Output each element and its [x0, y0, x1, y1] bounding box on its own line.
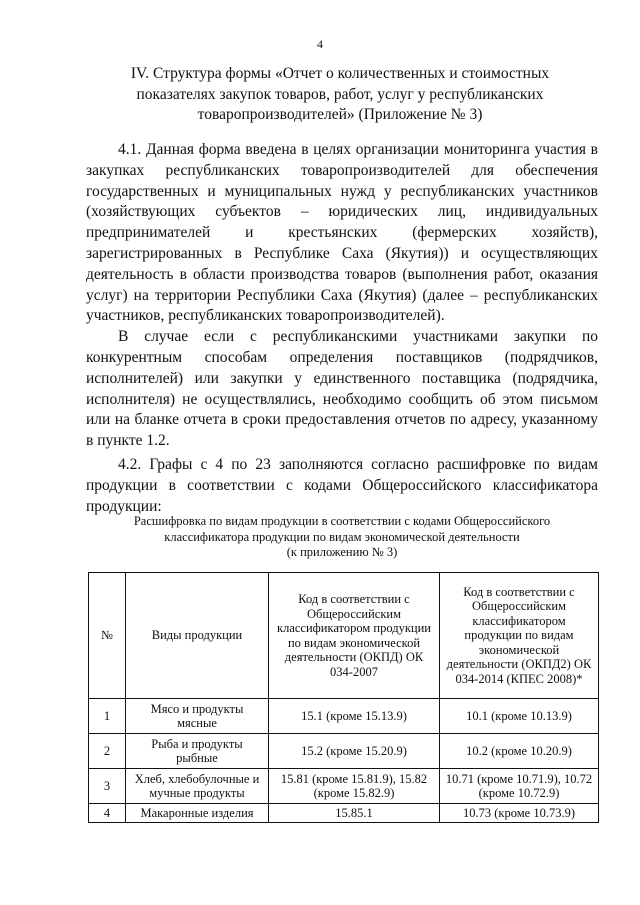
cell-okpd: 15.1 (кроме 15.13.9)	[269, 699, 440, 734]
table-row	[89, 734, 599, 769]
cell-kind: Хлеб, хлебобулочные и мучные продукты	[126, 769, 269, 804]
cell-kind: Рыба и продукты рыбные	[126, 734, 269, 769]
table-caption	[86, 514, 598, 561]
cell-num: 1	[89, 699, 126, 734]
paragraph-4-1: 4.1. Данная форма введена в целях организации мониторинга участия в закупках республиканских товаропроизводителей для обеспечения государственных и муниципальных нужд у республиканских участников (хозяйствующих субъектов – юридических лиц, индивидуальных предпринимателей и крестьянских (фермерских хозяйств), зарегистрированных в Республике Саха (Якутия)) и осуществляющих деятельность в области производства товаров (выполнения работ, оказания услуг) на территории Республики Саха (Якутия) (далее – республиканских участников, республиканских товаропроизводителей).	[86, 141, 598, 325]
table-header-row	[89, 573, 599, 699]
section-title	[80, 64, 600, 126]
table-caption-line: Расшифровка по видам продукции в соответствии с кодами Общероссийского	[133, 514, 551, 528]
cell-okpd2: 10.71 (кроме 10.71.9), 10.72 (кроме 10.72.9)	[440, 769, 599, 804]
cell-num: 3	[89, 769, 126, 804]
cell-okpd2: 10.1 (кроме 10.13.9)	[440, 699, 599, 734]
cell-okpd: 15.85.1	[269, 804, 440, 823]
paragraph-4-2: 4.2. Графы с 4 по 23 заполняются согласно расшифровке по видам продукции в соответствии с кодами Общероссийского классификатора продукции:	[86, 455, 598, 515]
cell-num: 2	[89, 734, 126, 769]
product-codes-table	[88, 572, 599, 823]
header-okpd: Код в соответствии с Общероссийским классификатором продукции по видам экономической деятельности (ОКПД) ОК 034-2007	[269, 573, 440, 699]
table-row	[89, 804, 599, 823]
cell-okpd: 15.2 (кроме 15.20.9)	[269, 734, 440, 769]
cell-num: 4	[89, 804, 126, 823]
cell-okpd: 15.81 (кроме 15.81.9), 15.82 (кроме 15.82.9)	[269, 769, 440, 804]
section-title-line: IV. Структура формы «Отчет о количественных и стоимостных	[130, 65, 550, 82]
table-caption-line: классификатора продукции по видам экономической деятельности	[164, 529, 520, 544]
section-title-line: показателях закупок товаров, работ, услуг у республиканских	[136, 85, 544, 103]
table-row	[89, 699, 599, 734]
section-title-line: товаропроизводителей» (Приложение № 3)	[197, 106, 483, 123]
page-number: 4	[317, 37, 323, 51]
header-okpd2: Код в соответствии с Общероссийским классификатором продукции по видам экономической деятельности (ОКПД2) ОК 034-2014 (КПЕС 2008)*	[440, 573, 599, 699]
cell-okpd2: 10.2 (кроме 10.20.9)	[440, 734, 599, 769]
table-caption-line: (к приложению № 3)	[286, 545, 398, 559]
cell-kind: Макаронные изделия	[126, 804, 269, 823]
header-num: №	[89, 573, 126, 699]
paragraph-no-purchases: В случае если с республиканскими участниками закупки по конкурентным способам определения поставщиков (подрядчиков, исполнителей) или закупки у единственного поставщика (подрядчика, исполнителя) не осуществлялись, необходимо сообщить об этом письмом или на бланке отчета в сроки предоставления отчетов по адресу, указанному в пункте 1.2.	[86, 328, 598, 450]
header-kind: Виды продукции	[126, 573, 269, 699]
table-row	[89, 769, 599, 804]
document-body	[86, 140, 598, 517]
cell-okpd2: 10.73 (кроме 10.73.9)	[440, 804, 599, 823]
cell-kind: Мясо и продукты мясные	[126, 699, 269, 734]
